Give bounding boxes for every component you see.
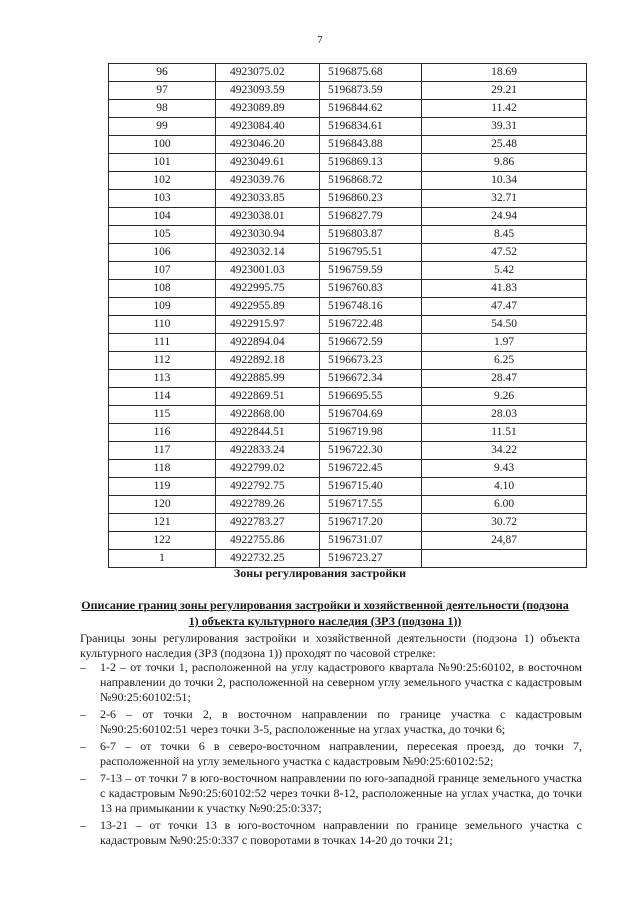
point-number-cell: 102 [109,172,216,190]
y-coordinate-cell: 5196695.55 [320,388,422,406]
point-number-cell: 112 [109,352,216,370]
y-coordinate-cell: 5196717.55 [320,496,422,514]
x-coordinate-cell: 4922995.75 [216,280,320,298]
distance-cell: 47.52 [422,244,587,262]
distance-cell: 10.34 [422,172,587,190]
x-coordinate-cell: 4922792.75 [216,478,320,496]
x-coordinate-cell: 4923001.03 [216,262,320,280]
distance-cell: 28.03 [422,406,587,424]
x-coordinate-cell: 4922915.97 [216,316,320,334]
point-number-cell: 96 [109,64,216,82]
point-number-cell: 109 [109,298,216,316]
table-row [109,100,587,118]
x-coordinate-cell: 4923033.85 [216,190,320,208]
list-item-text: 13-21 – от точки 13 в юго-восточном направлении по границе земельного участка с кадастровым №90:25:0:337 с поворотами в точках 14-20 до точки 21; [100,818,582,847]
y-coordinate-cell: 5196722.45 [320,460,422,478]
distance-cell: 39.31 [422,118,587,136]
point-number-cell: 118 [109,460,216,478]
table-row [109,280,587,298]
table-row [109,496,587,514]
y-coordinate-cell: 5196860.23 [320,190,422,208]
x-coordinate-cell: 4923032.14 [216,244,320,262]
table-row [109,226,587,244]
table-row [109,442,587,460]
y-coordinate-cell: 5196869.13 [320,154,422,172]
distance-cell: 6.00 [422,496,587,514]
distance-cell: 54.50 [422,316,587,334]
point-number-cell: 114 [109,388,216,406]
list-bullet: – [80,771,86,785]
list-item-text: 1-2 – от точки 1, расположенной на углу кадастрового квартала №90:25:60102, в восточном направлении до точки 2, расположенной на северном углу земельного участка с кадастровым №90:25:60102:51; [100,660,582,704]
distance-cell: 34.22 [422,442,587,460]
list-item [80,771,582,816]
x-coordinate-cell: 4922869.51 [216,388,320,406]
list-item [80,818,582,848]
table-row [109,190,587,208]
point-number-cell: 103 [109,190,216,208]
distance-cell: 25.48 [422,136,587,154]
table-row [109,82,587,100]
y-coordinate-cell: 5196827.79 [320,208,422,226]
y-coordinate-cell: 5196843.88 [320,136,422,154]
list-item [80,739,582,769]
intro-paragraph: Границы зоны регулирования застройки и хозяйственной деятельности (подзона 1) объекта культурного наследия (ЗРЗ (подзона 1)) проходят по часовой стрелке: [80,631,580,660]
table-row [109,406,587,424]
point-number-cell: 97 [109,82,216,100]
y-coordinate-cell: 5196723.27 [320,550,422,568]
x-coordinate-cell: 4923093.59 [216,82,320,100]
point-number-cell: 108 [109,280,216,298]
table-row [109,370,587,388]
distance-cell: 41.83 [422,280,587,298]
y-coordinate-cell: 5196731.07 [320,532,422,550]
x-coordinate-cell: 4923030.94 [216,226,320,244]
point-number-cell: 101 [109,154,216,172]
section-title: Зоны регулирования застройки [233,566,407,580]
list-item-text: 7-13 – от точки 7 в юго-восточном направлении по юго-западной границе земельного участка с кадастровым №90:25:60102:52 через точки 8-12, расположенные на углах участка, до точки 13 на примыкании к участку №90:25:0:337; [100,771,582,815]
point-number-cell: 111 [109,334,216,352]
table-row [109,316,587,334]
y-coordinate-cell: 5196722.30 [320,442,422,460]
list-bullet: – [80,707,86,721]
x-coordinate-cell: 4923075.02 [216,64,320,82]
x-coordinate-cell: 4922732.25 [216,550,320,568]
x-coordinate-cell: 4923049.61 [216,154,320,172]
distance-cell: 11.51 [422,424,587,442]
y-coordinate-cell: 5196803.87 [320,226,422,244]
table-row [109,478,587,496]
table-row [109,136,587,154]
x-coordinate-cell: 4922833.24 [216,442,320,460]
distance-cell: 11.42 [422,100,587,118]
distance-cell: 24.94 [422,208,587,226]
x-coordinate-cell: 4922894.04 [216,334,320,352]
distance-cell: 28.47 [422,370,587,388]
table-row [109,298,587,316]
distance-cell: 5.42 [422,262,587,280]
distance-cell: 6.25 [422,352,587,370]
y-coordinate-cell: 5196759.59 [320,262,422,280]
x-coordinate-cell: 4922844.51 [216,424,320,442]
table-row [109,550,587,568]
table-row [109,352,587,370]
coordinates-table [108,63,587,568]
point-number-cell: 98 [109,100,216,118]
point-number-cell: 115 [109,406,216,424]
y-coordinate-cell: 5196834.61 [320,118,422,136]
point-number-cell: 121 [109,514,216,532]
x-coordinate-cell: 4922783.27 [216,514,320,532]
list-item-text: 6-7 – от точки 6 в северо-восточном направлении, пересекая проезд, до точки 7, расположенной на углу земельного участка с кадастровым №90:25:60102:52; [100,739,582,768]
boundary-description-list [80,660,582,850]
point-number-cell: 122 [109,532,216,550]
table-row [109,64,587,82]
y-coordinate-cell: 5196748.16 [320,298,422,316]
distance-cell: 8.45 [422,226,587,244]
list-item-text: 2-6 – от точки 2, в восточном направлении по границе участка с кадастровым №90:25:60102:51 через точки 3-5, расположенные на углах участка, до точки 6; [100,707,582,736]
table-row [109,244,587,262]
distance-cell: 29.21 [422,82,587,100]
table-row [109,388,587,406]
table-row [109,424,587,442]
distance-cell: 9.43 [422,460,587,478]
description-title: Описание границ зоны регулирования застройки и хозяйственной деятельности (подзона 1) объекта культурного наследия (ЗРЗ (подзона 1)) [81,598,569,628]
table-row [109,334,587,352]
point-number-cell: 104 [109,208,216,226]
distance-cell: 9.26 [422,388,587,406]
distance-cell: 32.71 [422,190,587,208]
distance-cell: 24,87 [422,532,587,550]
point-number-cell: 1 [109,550,216,568]
point-number-cell: 99 [109,118,216,136]
x-coordinate-cell: 4922892.18 [216,352,320,370]
y-coordinate-cell: 5196672.34 [320,370,422,388]
point-number-cell: 116 [109,424,216,442]
point-number-cell: 117 [109,442,216,460]
list-bullet: – [80,818,86,832]
y-coordinate-cell: 5196715.40 [320,478,422,496]
table-row [109,460,587,478]
table-row [109,262,587,280]
y-coordinate-cell: 5196844.62 [320,100,422,118]
point-number-cell: 113 [109,370,216,388]
y-coordinate-cell: 5196875.68 [320,64,422,82]
y-coordinate-cell: 5196795.51 [320,244,422,262]
table-row [109,532,587,550]
x-coordinate-cell: 4923046.20 [216,136,320,154]
y-coordinate-cell: 5196868.72 [320,172,422,190]
y-coordinate-cell: 5196673.23 [320,352,422,370]
x-coordinate-cell: 4922799.02 [216,460,320,478]
table-row [109,514,587,532]
y-coordinate-cell: 5196717.20 [320,514,422,532]
coordinates-table-body [109,64,587,568]
list-item [80,660,582,705]
table-row [109,154,587,172]
distance-cell: 30.72 [422,514,587,532]
point-number-cell: 107 [109,262,216,280]
x-coordinate-cell: 4923089.89 [216,100,320,118]
y-coordinate-cell: 5196719.98 [320,424,422,442]
table-row [109,118,587,136]
y-coordinate-cell: 5196672.59 [320,334,422,352]
distance-cell: 18.69 [422,64,587,82]
list-bullet: – [80,739,86,753]
y-coordinate-cell: 5196760.83 [320,280,422,298]
y-coordinate-cell: 5196873.59 [320,82,422,100]
distance-cell: 47.47 [422,298,587,316]
x-coordinate-cell: 4922755.86 [216,532,320,550]
point-number-cell: 100 [109,136,216,154]
point-number-cell: 105 [109,226,216,244]
x-coordinate-cell: 4923038.01 [216,208,320,226]
list-bullet: – [80,660,86,674]
distance-cell [422,550,587,568]
page-number: 7 [317,34,323,46]
table-row [109,208,587,226]
x-coordinate-cell: 4923039.76 [216,172,320,190]
x-coordinate-cell: 4922789.26 [216,496,320,514]
x-coordinate-cell: 4922868.00 [216,406,320,424]
y-coordinate-cell: 5196722.48 [320,316,422,334]
list-item [80,707,582,737]
x-coordinate-cell: 4922885.99 [216,370,320,388]
x-coordinate-cell: 4923084.40 [216,118,320,136]
x-coordinate-cell: 4922955.89 [216,298,320,316]
point-number-cell: 106 [109,244,216,262]
y-coordinate-cell: 5196704.69 [320,406,422,424]
point-number-cell: 110 [109,316,216,334]
point-number-cell: 119 [109,478,216,496]
table-row [109,172,587,190]
distance-cell: 4.10 [422,478,587,496]
distance-cell: 9.86 [422,154,587,172]
point-number-cell: 120 [109,496,216,514]
distance-cell: 1.97 [422,334,587,352]
